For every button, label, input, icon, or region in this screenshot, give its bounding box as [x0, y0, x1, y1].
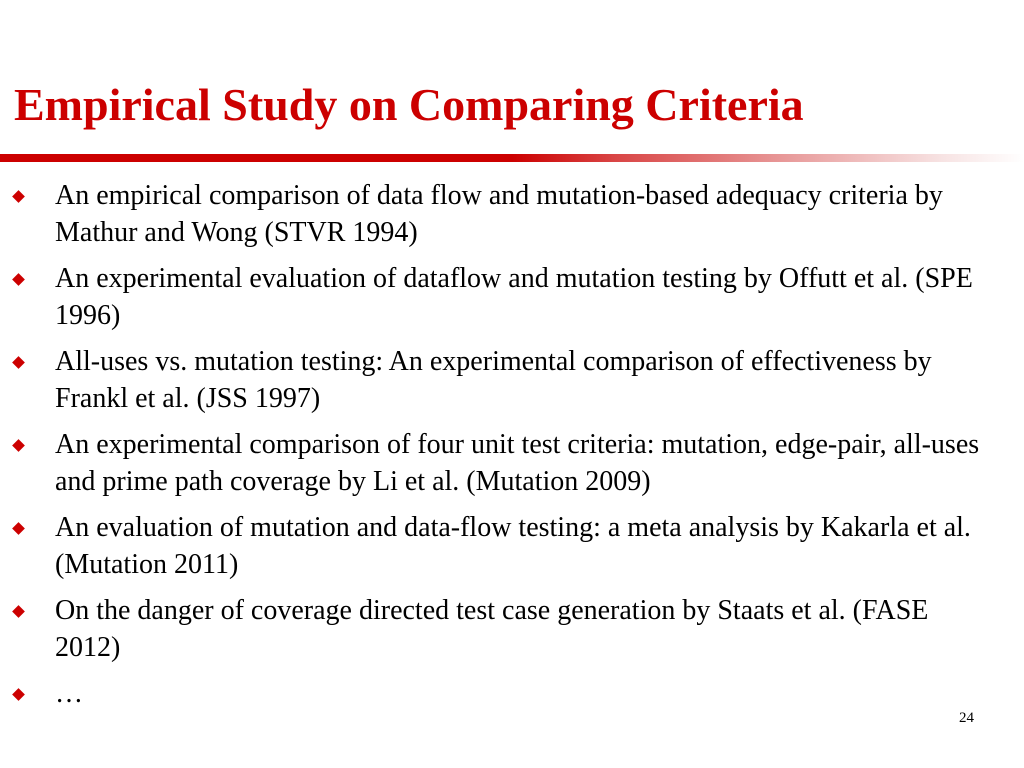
bullet-text: An empirical comparison of data flow and mutation-based adequacy criteria by Mathur and Wong (STVR 1994): [55, 180, 943, 248]
bullet-item: [0, 675, 1024, 712]
bullet-item: [0, 260, 1024, 334]
bullet-item: [0, 426, 1024, 500]
bullet-text: On the danger of coverage directed test case generation by Staats et al. (FASE 2012): [55, 595, 929, 663]
bullet-text: …: [55, 678, 83, 709]
bullet-item: [0, 592, 1024, 666]
bullet-item: [0, 343, 1024, 417]
diamond-bullet-icon: [12, 688, 25, 701]
diamond-bullet-icon: [12, 356, 25, 369]
bullet-list: [0, 177, 1024, 721]
slide-title: Empirical Study on Comparing Criteria: [14, 79, 804, 130]
bullet-text: All-uses vs. mutation testing: An experimental comparison of effectiveness by Frankl et al. (JSS 1997): [55, 346, 932, 414]
bullet-text: An experimental evaluation of dataflow and mutation testing by Offutt et al. (SPE 1996): [55, 263, 973, 331]
diamond-bullet-icon: [12, 605, 25, 618]
diamond-bullet-icon: [12, 439, 25, 452]
diamond-bullet-icon: [12, 522, 25, 535]
title-underline: [0, 154, 1024, 162]
page-number: 24: [959, 710, 974, 726]
diamond-bullet-icon: [12, 273, 25, 286]
bullet-item: [0, 509, 1024, 583]
bullet-text: An experimental comparison of four unit test criteria: mutation, edge-pair, all-uses and prime path coverage by Li et al. (Mutation 2009): [55, 429, 980, 497]
diamond-bullet-icon: [12, 190, 25, 203]
bullet-text: An evaluation of mutation and data-flow testing: a meta analysis by Kakarla et al. (Mutation 2011): [55, 512, 971, 580]
bullet-item: [0, 177, 1024, 251]
